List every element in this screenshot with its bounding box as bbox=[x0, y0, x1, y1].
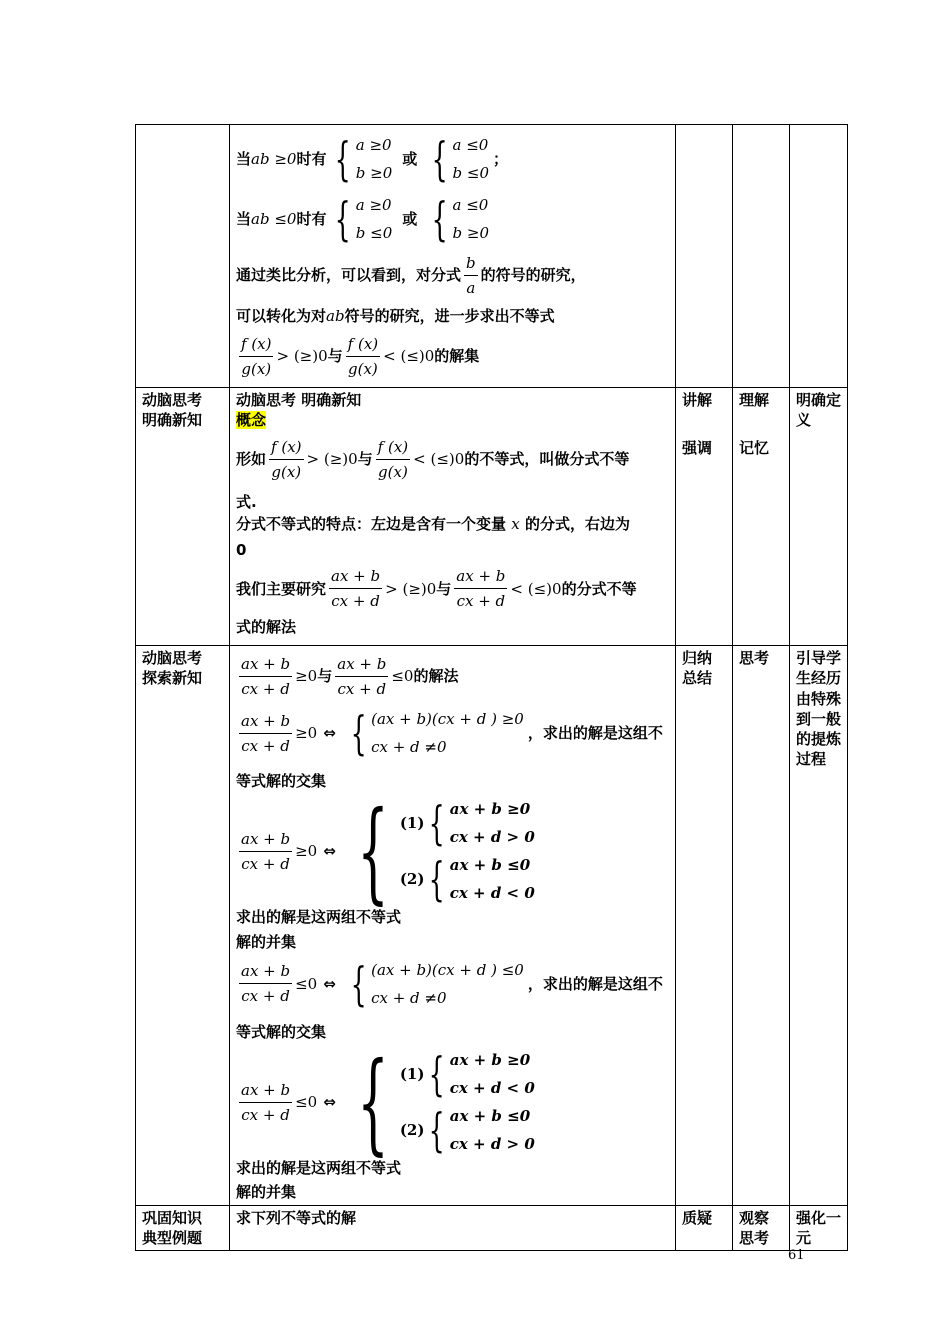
fraction-f-over-g: $\frac{f (x)}{g(x)}$ bbox=[239, 332, 273, 381]
case-ab-le-0: 当 ab ≤0 时有 { a ≥0 b ≤0 或 { a ≤0 b ≥0 bbox=[236, 192, 490, 246]
content-cell bbox=[230, 125, 676, 388]
table-row-explore bbox=[136, 646, 848, 1206]
system-4: { a ≤0 b ≥0 bbox=[431, 192, 490, 246]
table-row-examples bbox=[136, 1205, 848, 1251]
content-cell: 动脑思考 明确新知 概念 形如 $\frac{f (x)}{g(x)}$ > (≥)0 与 $\frac{f (x)}{g(x)}$ < (≤)0 的不等式，叫做分式不等 式. 分式不等式的特点：左边是含有一个变量 x 的分式，右边为 0 我们主要研究 $\frac{ax + b}{cx + d}$ > (≥)0 与 $\frac{ax + b}{cx + d}$ < (≤)0 的分式不等 式的解法 bbox=[230, 388, 676, 646]
system-1: { a ≥0 b ≥0 bbox=[335, 132, 393, 186]
analogy-text: 通过类比分析，可以看到，对分式 $\frac{b}{a}$ 的符号的研究， bbox=[236, 251, 669, 300]
student-cell: 思考 bbox=[733, 646, 790, 1206]
page-number: 61 bbox=[788, 1248, 805, 1263]
content-cell: 求下列不等式的解 bbox=[230, 1205, 676, 1251]
system-2: { a ≤0 b ≤0 bbox=[431, 132, 490, 186]
le0-product-form: $\frac{ax + b}{cx + d}$ ≤0 ⇔ { (ax + b)(cx + d ) ≤0 cx + d ≠0 ，求出的解是这组不 bbox=[241, 956, 663, 1011]
definition: 形如 $\frac{f (x)}{g(x)}$ > (≥)0 与 $\frac{f (x)}{g(x)}$ < (≤)0 的不等式，叫做分式不等 bbox=[236, 435, 669, 484]
system-3: { a ≥0 b ≤0 bbox=[335, 192, 393, 246]
ge0-product-form: $\frac{ax + b}{cx + d}$ ≥0 ⇔ { (ax + b)(cx + d ) ≥0 cx + d ≠0 ，求出的解是这组不 bbox=[241, 706, 663, 760]
purpose-cell: 强化一元 bbox=[790, 1205, 848, 1251]
stage-label: 动脑思考 探索新知 bbox=[136, 646, 230, 1206]
transform-text: 可以转化为对 ab 符号的研究，进一步求出不等式 bbox=[236, 306, 555, 325]
purpose-cell: 引导学生经历由特殊到一般的提炼过程 bbox=[790, 646, 848, 1206]
teacher-cell: 质疑 bbox=[676, 1205, 733, 1251]
purpose-cell bbox=[790, 125, 848, 388]
ge0-case-form: $\frac{ax + b}{cx + d}$ ≥0 ⇔ { (1) { ax + b ≥0 cx + d > 0 (2) { ax + b ≤0 cx + d < 0 求出的解是这两组不等式 bbox=[236, 787, 535, 927]
case-ab-ge-0: 当 ab ≥0 时有 { a ≥0 b ≥0 或 { a ≤0 b ≤0 ； bbox=[236, 132, 509, 186]
stage-label: 动脑思考 明确新知 bbox=[136, 388, 230, 646]
teacher-cell: 归纳总结 bbox=[676, 646, 733, 1206]
section-title: 动脑思考 明确新知 bbox=[236, 391, 362, 409]
fraction-f-over-g: $\frac{f (x)}{g(x)}$ bbox=[376, 435, 410, 484]
feature-text: 分式不等式的特点：左边是含有一个变量 x 的分式，右边为 bbox=[236, 514, 630, 533]
teacher-cell bbox=[676, 125, 733, 388]
student-cell: 观察思考 bbox=[733, 1205, 790, 1251]
method-title: $\frac{ax + b}{cx + d}$ ≥0 与 $\frac{ax + b}{cx + d}$ ≤0 的解法 bbox=[236, 652, 669, 701]
inequality-pair: $\frac{f (x)}{g(x)}$ > (≥)0 与 $\frac{f (x)}{g(x)}$ < (≤)0 的解集 bbox=[236, 332, 669, 381]
table-row-continuation bbox=[136, 125, 848, 388]
fraction-b-over-a: $\frac{b}{a}$ bbox=[464, 251, 478, 300]
stage-label: 巩固知识 典型例题 bbox=[136, 1205, 230, 1251]
fraction-ax-b: $\frac{ax + b}{cx + d}$ bbox=[454, 564, 507, 613]
lesson-plan-table bbox=[135, 124, 848, 1251]
table-row-concept bbox=[136, 388, 848, 646]
fraction-f-over-g: $\frac{f (x)}{g(x)}$ bbox=[346, 332, 380, 381]
fraction-ax-b: $\frac{ax + b}{cx + d}$ bbox=[329, 564, 382, 613]
student-cell: 理解 记忆 bbox=[733, 388, 790, 646]
stage-cell bbox=[136, 125, 230, 388]
study-text: 我们主要研究 $\frac{ax + b}{cx + d}$ > (≥)0 与 $\frac{ax + b}{cx + d}$ < (≤)0 的分式不等 bbox=[236, 564, 669, 613]
content-cell: $\frac{ax + b}{cx + d}$ ≥0 与 $\frac{ax + b}{cx + d}$ ≤0 的解法 $\frac{ax + b}{cx + d}$ ≥0 ⇔ { (ax + b)(cx + d ) ≥0 cx + d ≠0 ，求出的解是这组不 等式解的交集 $\frac{ax + b}{cx + d}$ ≥0 ⇔ { (1) { ax + b ≥0 cx + d > 0 (2) { ax + b ≤0 cx + d < 0 求出的解是这两组不等式 解的并集 $\frac{ax + b}{cx + d}$ ≤0 ⇔ { (ax + b)(cx + d ) ≤0 cx + d ≠0 ，求出的解是这组不 等式解的交集 $\frac{ax + b}{cx + d}$ ≤0 ⇔ { (1) { ax + b ≥0 cx + d < 0 (2) { ax + b ≤0 cx + d > 0 求出的解是这两组不等式 解的并集 bbox=[230, 646, 676, 1206]
fraction-f-over-g: $\frac{f (x)}{g(x)}$ bbox=[269, 435, 303, 484]
student-cell bbox=[733, 125, 790, 388]
purpose-cell: 明确定义 bbox=[790, 388, 848, 646]
teacher-cell: 讲解 强调 bbox=[676, 388, 733, 646]
le0-case-form: $\frac{ax + b}{cx + d}$ ≤0 ⇔ { (1) { ax + b ≥0 cx + d < 0 (2) { ax + b ≤0 cx + d > 0 求出的解是这两组不等式 bbox=[236, 1038, 535, 1177]
concept-highlight: 概念 bbox=[236, 411, 267, 430]
